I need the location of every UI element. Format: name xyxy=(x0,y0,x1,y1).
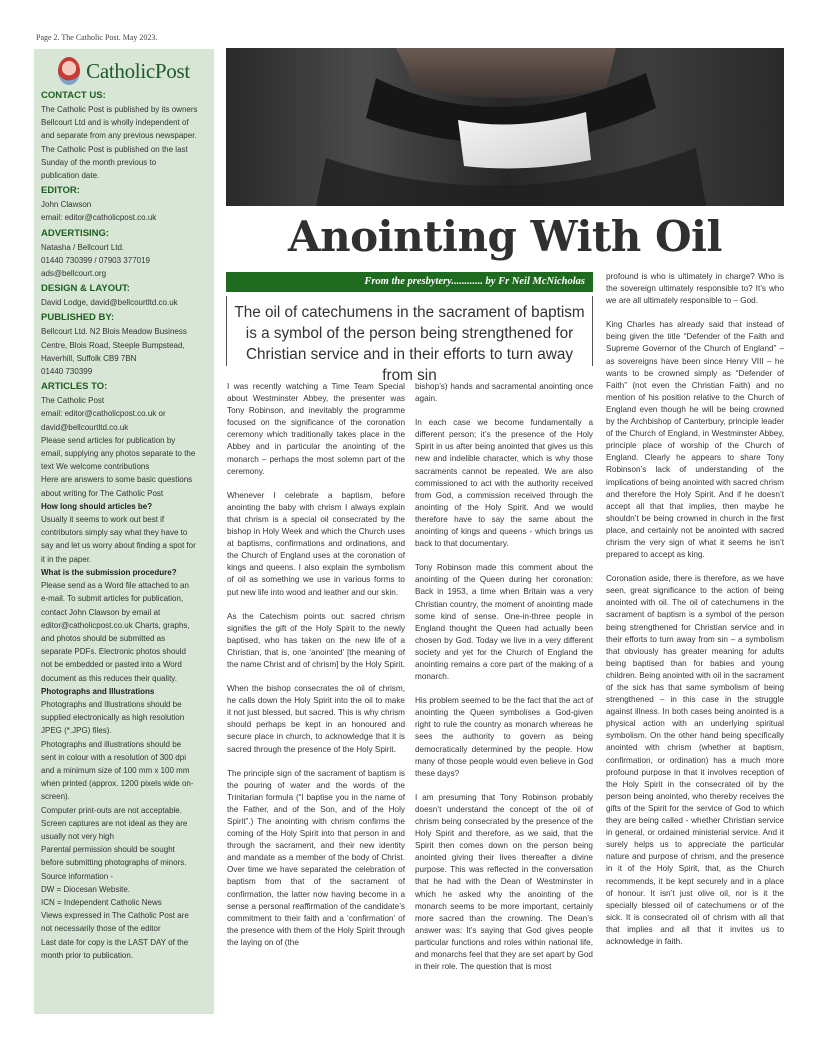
article-paragraph: Coronation aside, there is therefore, as we have seen, great significance to the action of being anointed with oil. The oil of catechumens in the sacrament of baptism is a symbol of the person being strengthened for Christian service and in their efforts to turn away from sin – a symbolism that obviously has greater meaning for adults being baptised than for babies and young children. Being anointed with oil in the sacrament of the sick has that same symbolism of being strengthened – in this case in the struggle against illness. In both cases being anointed is a physical action with an underlying spiritual symbolism. On the other hand being specifically anointed with chrism (whether at baptism, confirmation, or ordination) has a much more profound purpose in that it involves reception of the Holy Spirit in the consecrated oil by the person being anointed, who thereby receives the gifts of the Spirit for the service of God to which they are being called - whether Christian service in general, or ordained ministerial service. And it surely helps us to appreciate the particular nature and purpose of chrism, and the presence in it of the Holy Spirit, that, as the Church recommends, it be kept securely and in a place of honour. It isn’t just olive oil, nor is it the specially blessed oil of catechumens or of the sick. It is consecrated oil of chrism with all that that implies and all that it invites us to acknowledge in faith. xyxy=(606,574,784,946)
catholic-post-emblem-icon xyxy=(58,57,80,85)
sidebar-subheading: Photographs and Illustrations xyxy=(41,686,155,696)
sidebar-line: ads@bellcourt.org xyxy=(41,269,107,279)
sidebar-line: contributors simply say what they have to xyxy=(41,528,188,538)
sidebar-line: editor@catholicpost.co.uk Charts, graphs, xyxy=(41,620,190,630)
article-paragraph: His problem seemed to be the fact that the act of anointing the Queen symbolises a God-given right to rule the country as monarch whereas he sees the authority to govern as being democratically determined by the people. How many of those people would even believe in God these days? xyxy=(415,696,593,778)
sidebar-subheading: How long should articles be? xyxy=(41,501,153,511)
sidebar-heading: PUBLISHED BY: xyxy=(41,312,115,324)
priest-collar-photo xyxy=(226,48,784,206)
sidebar-line: Bellcourt Ltd. N2 Blois Meadow Business xyxy=(41,327,187,337)
sidebar-line: Here are answers to some basic questions xyxy=(41,475,193,485)
sidebar-line: 01440 730399 / 07903 377019 xyxy=(41,255,150,265)
sidebar-heading: ARTICLES TO: xyxy=(41,381,108,393)
page-header-line: Page 2. The Catholic Post. May 2023. xyxy=(36,33,158,42)
sidebar-line: screen). xyxy=(41,792,70,802)
sidebar-line: usually not very high xyxy=(41,831,114,841)
sidebar-line: Sunday of the month previous to xyxy=(41,157,157,167)
article-byline: From the presbytery............ by Fr Neil McNicholas xyxy=(226,272,593,292)
sidebar-heading: CONTACT US: xyxy=(41,90,106,101)
sidebar-line: email: editor@catholicpost.co.uk or xyxy=(41,409,166,419)
article-paragraph: Whenever I celebrate a baptism, before anointing the baby with chrism I always explain that chrism is a special oil consecrated by the bishop in Holy Week and which the Church uses at baptisms, confirmations and ordinations, and the Church of England uses at the coronation of kings and queens. I also explain the symbolism of oil as something we use in various forms to put new life into wood and leather and our skin. xyxy=(227,490,405,597)
sidebar-line: Photographs and illustrations should be xyxy=(41,739,182,749)
sidebar-line: and a minimum size of 100 mm x 100 mm xyxy=(41,765,190,775)
sidebar-line: before submitting photographs of minors. xyxy=(41,858,187,868)
sidebar-line: The Catholic Post is published by its owners xyxy=(41,105,198,114)
sidebar-line: about writing for The Catholic Post xyxy=(41,488,164,498)
sidebar-line: text We welcome contributions xyxy=(41,462,150,472)
sidebar-line: John Clawson xyxy=(41,200,92,210)
sidebar-subheading: What is the submission procedure? xyxy=(41,567,177,577)
article-paragraph: When the bishop consecrates the oil of chrism, he calls down the Holy Spirit into the oil to make it not just blessed, but sacred. This is why chrism should perhaps be kept in an honoured and secure place in church, to acknowledge that it is sacred through the presence of the Holy Spirit. xyxy=(227,684,405,754)
sidebar-line: 01440 730399 xyxy=(41,367,93,377)
sidebar-line: month prior to publication. xyxy=(41,950,134,960)
logo-text: CatholicPost xyxy=(86,58,190,83)
sidebar-line: not necessarily those of the editor xyxy=(41,924,161,934)
article-paragraph: As the Catechism points out: sacred chrism signifies the gift of the Holy Spirit to the newly baptised, who has taken on the new life of a Christian, that is, one ‘anointed’ [the meaning of the name Christ and of chrism] by the Holy Spirit. xyxy=(227,611,405,669)
article-paragraph: In each case we become fundamentally a different person; it’s the presence of the Holy Spirit in us after being anointed that gives us this new and indelible character, which is why those sacraments cannot be repeated. We are also commissioned to act with the authority received from God, a commission received through the anointing of the Holy Spirit. And we would therefore have to say the same about the anointing of kings and queens - which brings us back to that documentary. xyxy=(415,418,593,549)
article-paragraph: bishop’s) hands and sacramental anointing once again. xyxy=(415,382,593,404)
sidebar-line: sent in colour with a resolution of 300 dpi xyxy=(41,752,186,762)
sidebar-line: Photographs and Illustrations should be xyxy=(41,699,182,709)
header-photo xyxy=(226,48,784,206)
article-column-2 xyxy=(415,381,593,985)
sidebar-line: Last date for copy is the LAST DAY of the xyxy=(41,937,189,947)
sidebar-line: JPEG (*.JPG) files). xyxy=(41,726,112,736)
sidebar-line: say and let us worry about finding a spot for xyxy=(41,541,196,551)
sidebar-content xyxy=(41,89,207,962)
article-paragraph: King Charles has already said that instead of being given the title “Defender of the Faith and Supreme Governor of the Church of England” – as sovereigns have been since Henry VIII – he wants to be crowned simply as “Defender of Faith” (not even the Christian Faith) and no mention of his position relative to the Church of England even though he will be being crowned by the Archbishop of Canterbury, principle leader of the Church of England, in Westminster Abbey, principle place of worship of the Church of England. Clearly he appears to share Tony Robinson’s lack of understanding of the implications of being anointed with sacred chrism and therefore the Holy Spirit. And if he doesn’t accept all that that implies, then maybe he shouldn’t be being crowned in church in the first place, and certainly not be anointed with sacred chrism the very sign of what it seems he isn’t prepared to accept as king. xyxy=(606,320,784,560)
sidebar-line: Haverhill, Suffolk CB9 7BN xyxy=(41,353,137,363)
sidebar-line: The Catholic Post xyxy=(41,396,105,406)
sidebar-line: The Catholic Post is published on the last xyxy=(41,144,188,154)
sidebar-line: email, supplying any photos separate to the xyxy=(41,449,196,459)
sidebar-line: Natasha / Bellcourt Ltd. xyxy=(41,242,125,252)
article-paragraph: I was recently watching a Time Team Special about Westminster Abbey, the presenter was Tony Robinson, and inevitably the programme focused on the significance of the coronation ceremony which traditionally takes place in the Abbey and in particular the anointing of the monarch – perhaps the most solemn part of the ceremony. xyxy=(227,382,405,476)
article-column-1 xyxy=(227,381,405,961)
sidebar-line: Computer print-outs are not acceptable. xyxy=(41,805,182,815)
article-standfirst: The oil of catechumens in the sacrament of baptism is a symbol of the person being strengthened for Christian service and in their efforts to turn away from sin xyxy=(226,296,593,366)
sidebar-heading: DESIGN & LAYOUT: xyxy=(41,283,130,295)
sidebar-line: Source information - xyxy=(41,871,114,881)
sidebar-line: separate PDFs. Electronic photos should xyxy=(41,647,186,657)
sidebar-line: and photos should be submitted as xyxy=(41,633,166,643)
sidebar-line: Usually it seems to work out best if xyxy=(41,515,165,525)
sidebar-heading: EDITOR: xyxy=(41,185,80,197)
sidebar-line: document as this reduces their quality. xyxy=(41,673,177,683)
article-paragraph: The principle sign of the sacrament of baptism is the pouring of water and the words of the Trinitarian formula (“I baptise you in the name of the Father, and of the Son, and of the Holy Spirit”.) The anointing with chrism confirms the coming of the Holy Spirit into that person in and through the sacrament, and their new identity and mandate as a member of the body of Christ. Over time we have separated the celebration of baptism from that of the sacrament of confirmation, the latter now having become in a sense a personal reaffirmation of the candidate’s commitment to their faith and a ‘confirmation’ of the presence with them of the Holy Spirit through the laying on of (the xyxy=(227,768,405,947)
sidebar-line: DW = Diocesan Website. xyxy=(41,884,130,894)
article-paragraph: profound is who is ultimately in charge? Who is the sovereign ultimately responsible to? It’s who we are all ultimately responsible to – God. xyxy=(606,272,784,306)
sidebar-line: Centre, Blois Road, Steeple Bumpstead, xyxy=(41,340,185,350)
sidebar-line: not be embedded or pasted into a Word xyxy=(41,660,182,670)
sidebar-line: when printed (approx. 1200 pixels wide on- xyxy=(41,779,194,789)
sidebar-line: it in the paper. xyxy=(41,554,92,564)
sidebar-line: Views expressed in The Catholic Post are xyxy=(41,911,189,921)
sidebar-line: Parental permission should be sought xyxy=(41,845,175,855)
logo xyxy=(41,57,207,85)
sidebar-heading: ADVERTISING: xyxy=(41,227,110,239)
sidebar-line: contact John Clawson by email at xyxy=(41,607,161,617)
sidebar-line: David Lodge, david@bellcourtltd.co.uk xyxy=(41,298,178,308)
sidebar-line: david@bellcourtltd.co.uk xyxy=(41,422,129,432)
sidebar-line: Screen captures are not ideal as they are xyxy=(41,818,188,828)
sidebar-line: Please send articles for publication by xyxy=(41,435,176,445)
sidebar-line: email: editor@catholicpost.co.uk xyxy=(41,213,157,223)
sidebar-line: Please send as a Word file attached to an xyxy=(41,581,189,591)
sidebar-line: Bellcourt Ltd and is wholly independent of xyxy=(41,118,189,128)
sidebar-line: supplied electronically as high resolution xyxy=(41,713,185,723)
sidebar-line: and separate from any previous newspaper. xyxy=(41,131,197,141)
article-paragraph: I am presuming that Tony Robinson probably doesn’t understand the concept of the oil of chrism being consecrated by the presence of the Holy Spirit and therefore, as we said, that the Spirit then comes down on the person being anointed giving their lives thereafter a divine purpose. This was reflected in the conversation that he had with the Dean of Westminster in which he asked why the anointing of the monarch seems to be more important, certainly more sacred than the crowning. The Dean’s answer was: It’s saying that God gives people particular functions and roles within national life, and monarchs feel that they are set apart by God in their role. The question that is most xyxy=(415,792,593,972)
article-title: Anointing With Oil xyxy=(288,212,722,261)
sidebar-line: ICN = Independent Catholic News xyxy=(41,897,162,907)
sidebar-line: e-mail. To submit articles for publication, xyxy=(41,594,184,604)
sidebar-line: publication date. xyxy=(41,171,100,181)
article-paragraph: Tony Robinson made this comment about the anointing of the Queen during her coronation: Back in 1953, a time when Britain was a very Christian country, the moment of anointing made some kind of sense. One-in-three people in England thought the Queen had actually been chosen by God. Today we live in a very different society and yet for the Church of England the anointing remains a core part of the making of a monarch. xyxy=(415,563,593,682)
masthead-sidebar xyxy=(34,49,214,1014)
article-column-3 xyxy=(606,271,784,960)
